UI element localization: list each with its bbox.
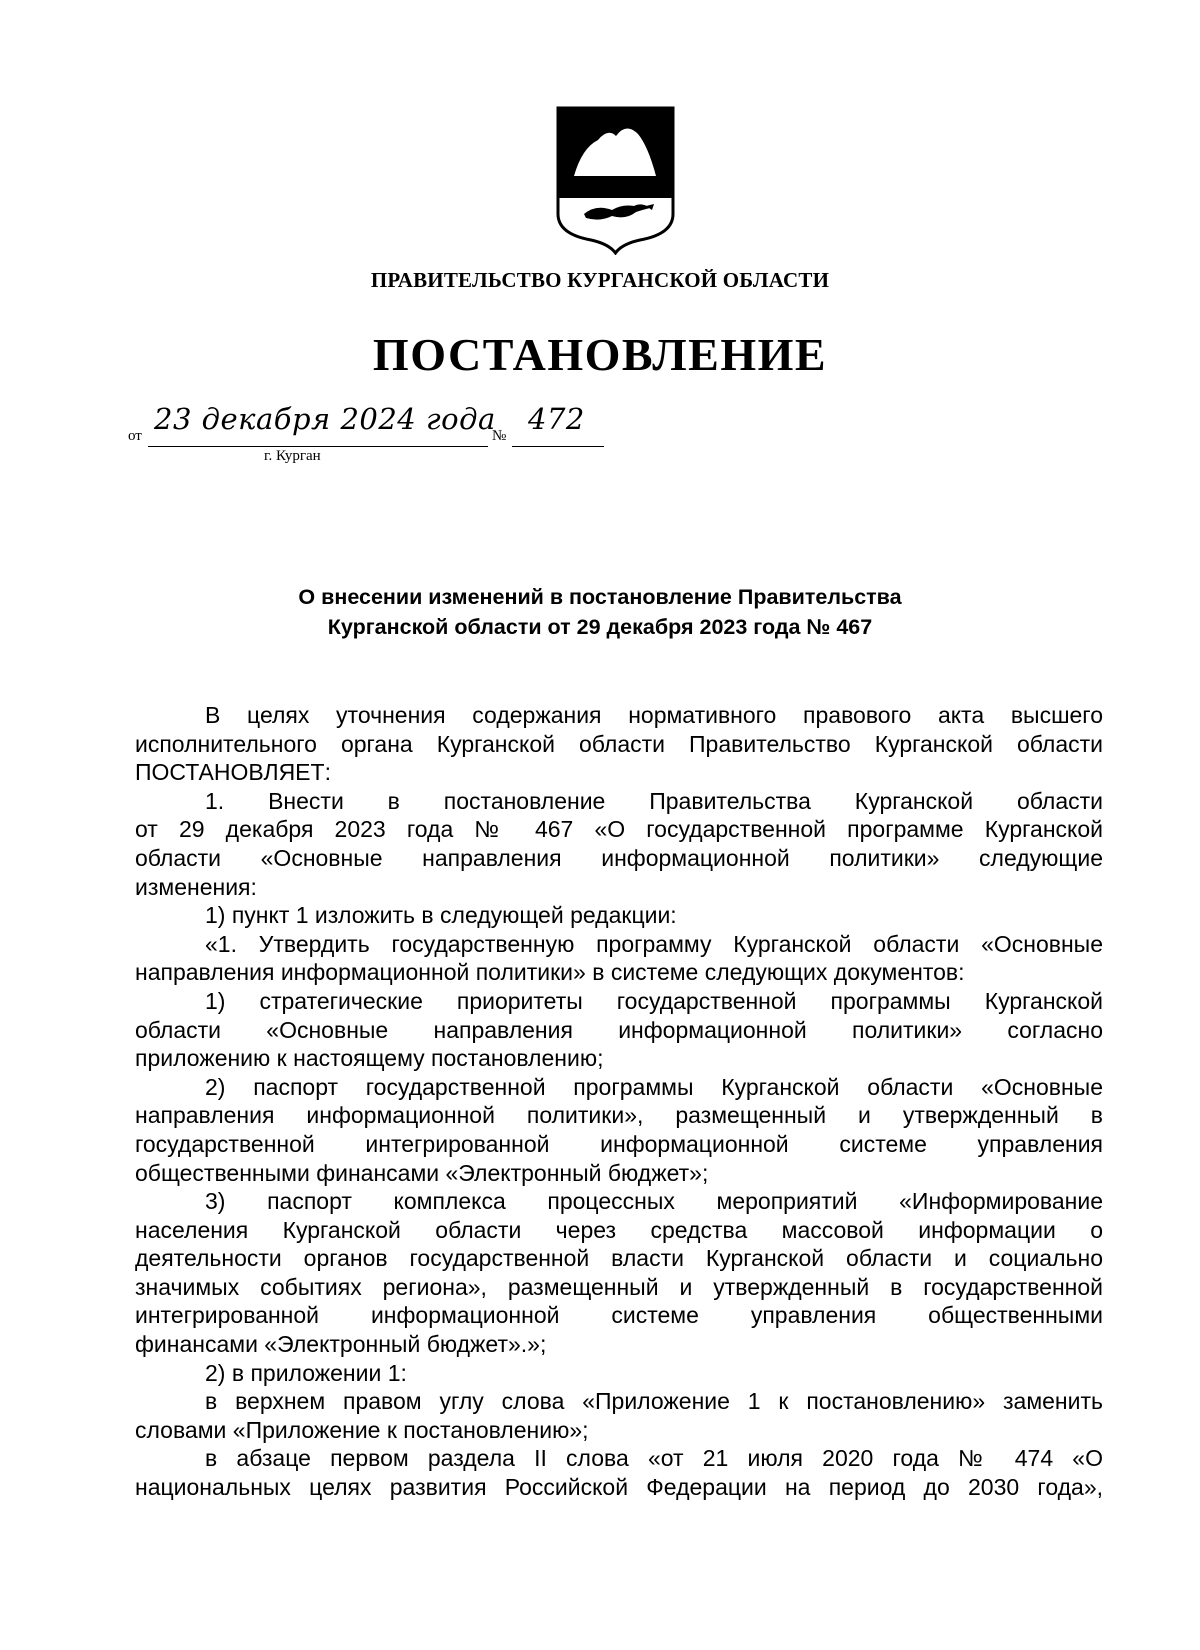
body-line: национальных целях развития Российской Федерации на период до 2030 года», [135,1474,1103,1501]
coat-of-arms-icon [556,106,675,255]
body-line: исполнительного органа Курганской области Правительство Курганской области [135,730,1103,757]
body-line: в абзаце первом раздела II слова «от 21 июля 2020 года № 474 «О [205,1445,1103,1472]
body-line: 3) паспорт комплекса процессных мероприятий «Информирование [205,1188,1103,1215]
body-line: финансами «Электронный бюджет».»; [135,1331,547,1358]
subject-line: О внесении изменений в постановление Правительства [298,585,902,609]
body-line: приложению к настоящему постановлению; [135,1045,604,1072]
body-line: интегрированной информационной системе управления общественными [135,1302,1103,1329]
body-line: в верхнем правом углу слова «Приложение 1 к постановлению» заменить [205,1388,1103,1415]
handwritten-number: 472 [528,402,585,436]
body-line: изменения: [135,873,257,900]
body-line: области «Основные направления информационной политики» следующие [135,844,1103,871]
date-number-line [128,402,648,464]
body-line: словами «Приложение к постановлению»; [135,1416,589,1443]
body-line: государственной интегрированной информационной системе управления [135,1130,1103,1157]
body-line: 2) паспорт государственной программы Курганской области «Основные [205,1073,1103,1100]
body-line: ПОСТАНОВЛЯЕТ: [135,759,331,786]
handwritten-date: 23 декабря 2024 года [154,402,496,436]
body-line: от 29 декабря 2023 года № 467 «О государственной программе Курганской [135,816,1103,843]
body-line: направления информационной политики» в системе следующих документов: [135,959,965,986]
body-line: общественными финансами «Электронный бюджет»; [135,1159,709,1186]
government-name: ПРАВИТЕЛЬСТВО КУРГАНСКОЙ ОБЛАСТИ [370,268,830,292]
body-line: направления информационной политики», размещенный и утвержденный в [135,1102,1103,1129]
body-line: области «Основные направления информационной политики» согласно [135,1016,1103,1043]
from-label: от [128,428,142,444]
body-line: «1. Утвердить государственную программу Курганской области «Основные [205,930,1103,957]
body-line: 1) стратегические приоритеты государственной программы Курганской [205,987,1103,1014]
body-line: населения Курганской области через средства массовой информации о [135,1216,1103,1243]
subject-line: Курганской области от 29 декабря 2023 года № 467 [327,615,873,639]
document-body [135,701,1103,1502]
body-line: 1) пункт 1 изложить в следующей редакции: [205,902,677,929]
document-type-title: ПОСТАНОВЛЕНИЕ [372,329,828,380]
date-underline [148,446,488,447]
number-label: № [492,428,507,444]
body-line: значимых событиях региона», размещенный и утвержденный в государственной [135,1273,1103,1300]
city-label: г. Курган [264,448,321,464]
body-line: 2) в приложении 1: [205,1359,407,1386]
body-line: В целях уточнения содержания нормативного правового акта высшего [205,702,1103,728]
body-line: деятельности органов государственной власти Курганской области и социально [135,1245,1103,1272]
document-subject [0,582,1200,642]
body-line: 1. Внести в постановление Правительства Курганской области [205,787,1103,814]
number-underline [512,446,604,447]
